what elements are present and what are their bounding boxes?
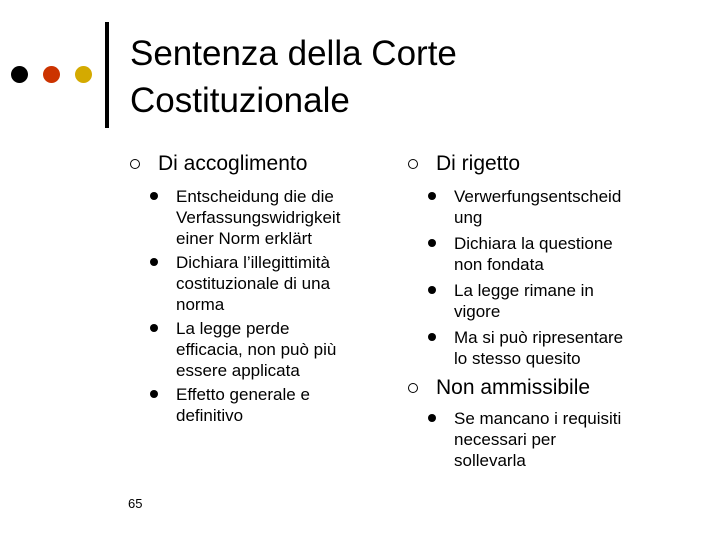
title-line-1: Sentenza della Corte	[130, 34, 457, 73]
right-item-4	[408, 327, 623, 369]
right-heading-2-text: Non ammissibile	[436, 376, 591, 399]
ring-bullet-icon	[408, 159, 418, 169]
left-item-3	[130, 318, 340, 381]
decor-dot-red	[43, 66, 60, 83]
right-item-2-line-1: Dichiara la questione	[454, 234, 613, 253]
right-item-2-line-2: non fondata	[454, 255, 544, 274]
ring-bullet-icon	[130, 159, 140, 169]
right-item-5-line-1: Se mancano i requisiti	[454, 409, 622, 428]
right-item-5-line-2: necessari per	[454, 430, 557, 449]
dot-bullet-icon	[150, 258, 158, 266]
left-item-3-line-1: La legge perde	[176, 319, 290, 338]
right-item-2	[408, 233, 623, 275]
left-item-4-line-2: definitivo	[176, 406, 244, 425]
right-heading-2	[408, 374, 623, 402]
right-column	[408, 150, 623, 471]
dot-bullet-icon	[428, 333, 436, 341]
left-heading-text: Di accoglimento	[158, 152, 308, 175]
dot-bullet-icon	[428, 414, 436, 422]
title-line-2: Costituzionale	[130, 81, 350, 120]
left-item-1-line-2: Verfassungswidrigkeit	[176, 208, 341, 227]
dot-bullet-icon	[428, 239, 436, 247]
left-item-2-line-1: Dichiara l’illegittimità	[176, 253, 330, 272]
ring-bullet-icon	[408, 383, 418, 393]
left-item-1	[130, 186, 340, 249]
right-heading-1-text: Di rigetto	[436, 152, 521, 175]
right-item-5	[408, 408, 623, 471]
right-item-3	[408, 280, 623, 322]
dot-bullet-icon	[150, 192, 158, 200]
right-item-1-line-1: Verwerfungsentscheid	[454, 187, 622, 206]
right-heading-1	[408, 150, 623, 178]
right-item-4-line-2: lo stesso quesito	[454, 349, 581, 368]
left-item-3-line-3: essere applicata	[176, 361, 300, 380]
right-item-3-line-2: vigore	[454, 302, 501, 321]
decor-dot-yellow	[75, 66, 92, 83]
title-divider	[105, 22, 109, 128]
right-item-3-line-1: La legge rimane in	[454, 281, 594, 300]
right-item-5-line-3: sollevarla	[454, 451, 526, 470]
left-item-4-line-1: Effetto generale e	[176, 385, 310, 404]
slide-title	[130, 30, 690, 124]
right-item-4-line-1: Ma si può ripresentare	[454, 328, 624, 347]
dot-bullet-icon	[428, 192, 436, 200]
left-heading	[130, 150, 340, 178]
dot-bullet-icon	[150, 324, 158, 332]
left-column	[130, 150, 340, 426]
left-item-2	[130, 252, 340, 315]
dot-bullet-icon	[150, 390, 158, 398]
left-item-2-line-3: norma	[176, 295, 225, 314]
right-item-1	[408, 186, 623, 228]
dot-bullet-icon	[428, 286, 436, 294]
right-item-1-line-2: ung	[454, 208, 483, 227]
left-item-1-line-1: Entscheidung die die	[176, 187, 334, 206]
page-number: 65	[128, 496, 143, 511]
left-item-2-line-2: costituzionale di una	[176, 274, 331, 293]
left-item-4	[130, 384, 340, 426]
decor-dot-black	[11, 66, 28, 83]
left-item-1-line-3: einer Norm erklärt	[176, 229, 313, 248]
left-item-3-line-2: efficacia, non può più	[176, 340, 337, 359]
